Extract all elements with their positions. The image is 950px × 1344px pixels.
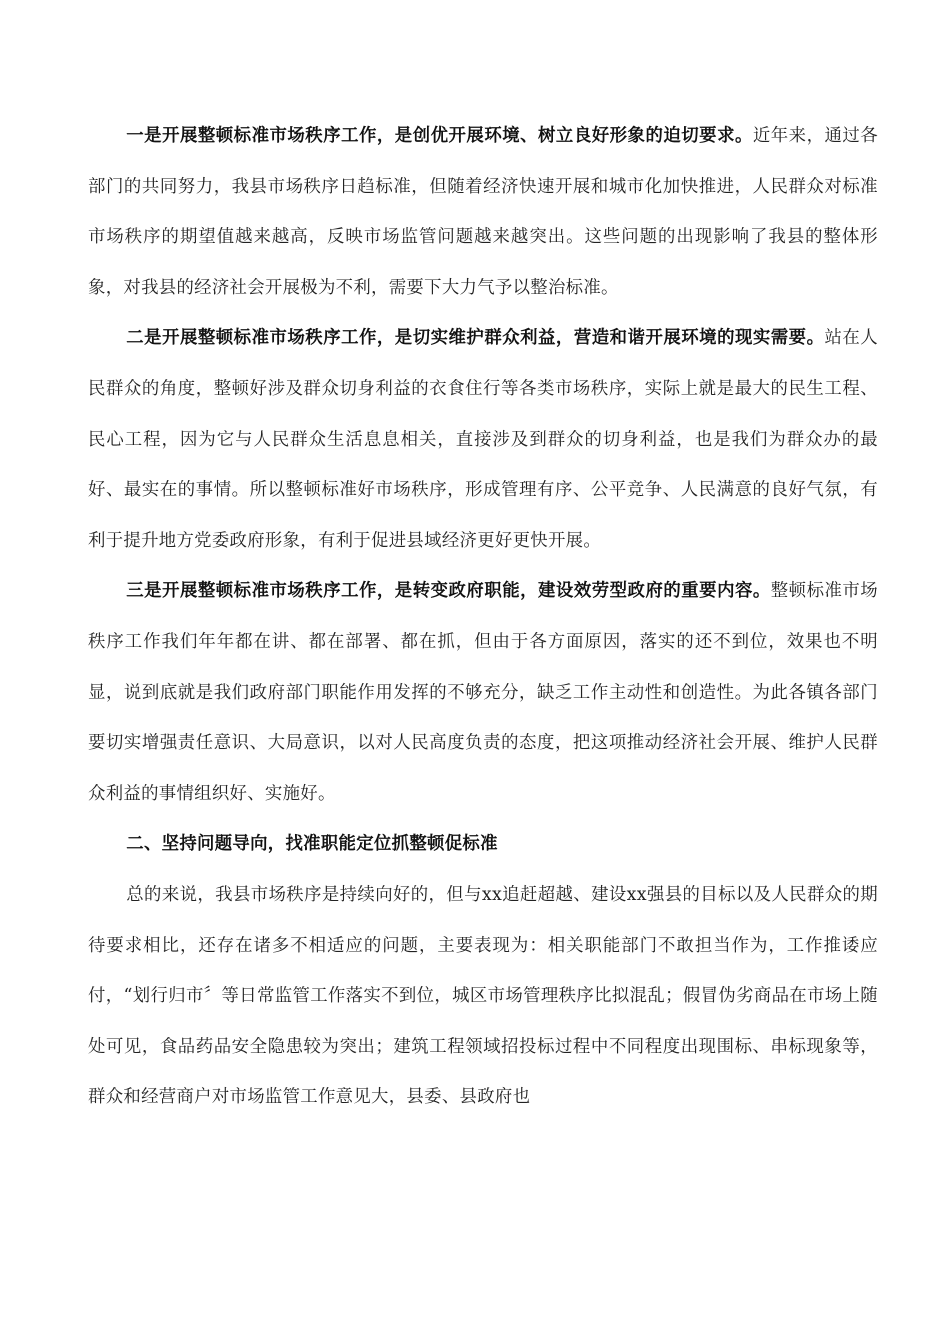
paragraph-2-body: 站在人民群众的角度，整顿好涉及群众切身利益的衣食住行等各类市场秩序，实际上就是最大的民生工程、民心工程，因为它与人民群众生活息息相关，直接涉及到群众的切身利益，也是我们为群众办的最好、最实在的事情。所以整顿标准好市场秩序，形成管理有序、公平竞争、人民满意的良好气氛，有利于提升地方党委政府形象，有利于促进县域经济更好更快开展。: [88, 328, 878, 551]
paragraph-2-lead: 二是开展整顿标准市场秩序工作，是切实维护群众利益，营造和谐开展环境的现实需要。: [126, 328, 825, 349]
paragraph-3-body: 整顿标准市场秩序工作我们年年都在讲、都在部署、都在抓，但由于各方面原因，落实的还不到位，效果也不明显，说到底就是我们政府部门职能作用发挥的不够充分，缺乏工作主动性和创造性。为此各镇各部门要切实增强责任意识、大局意识，以对人民高度负责的态度，把这项推动经济社会开展、维护人民群众利益的事情组织好、实施好。: [88, 581, 878, 804]
paragraph-3-lead: 三是开展整顿标准市场秩序工作，是转变政府职能，建设效劳型政府的重要内容。: [126, 581, 771, 602]
paragraph-2: [88, 313, 878, 566]
section-heading: 二、坚持问题导向，找准职能定位抓整顿促标准: [126, 834, 498, 855]
paragraph-1: [88, 111, 878, 313]
document-page: [88, 111, 878, 1123]
paragraph-3: [88, 566, 878, 819]
paragraph-1-lead: 一是开展整顿标准市场秩序工作，是创优开展环境、树立良好形象的迫切要求。: [126, 126, 753, 146]
paragraph-1-body: 近年来，通过各部门的共同努力，我县市场秩序日趋标准，但随着经济快速开展和城市化加快推进，人民群众对标准市场秩序的期望值越来越高，反映市场监管问题越来越突出。这些问题的出现影响了我县的整体形象，对我县的经济社会开展极为不利，需要下大力气予以整治标准。: [88, 126, 878, 298]
paragraph-4: 总的来说，我县市场秩序是持续向好的，但与xx追赶超越、建设xx强县的目标以及人民群众的期待要求相比，还存在诸多不相适应的问题，主要表现为：相关职能部门不敢担当作为，工作推诿应付，“划行归市〞等日常监管工作落实不到位，城区市场管理秩序比拟混乱；假冒伪劣商品在市场上随处可见，食品药品安全隐患较为突出；建筑工程领域招投标过程中不同程度出现围标、串标现象等，群众和经营商户对市场监管工作意见大，县委、县政府也: [88, 884, 878, 1108]
